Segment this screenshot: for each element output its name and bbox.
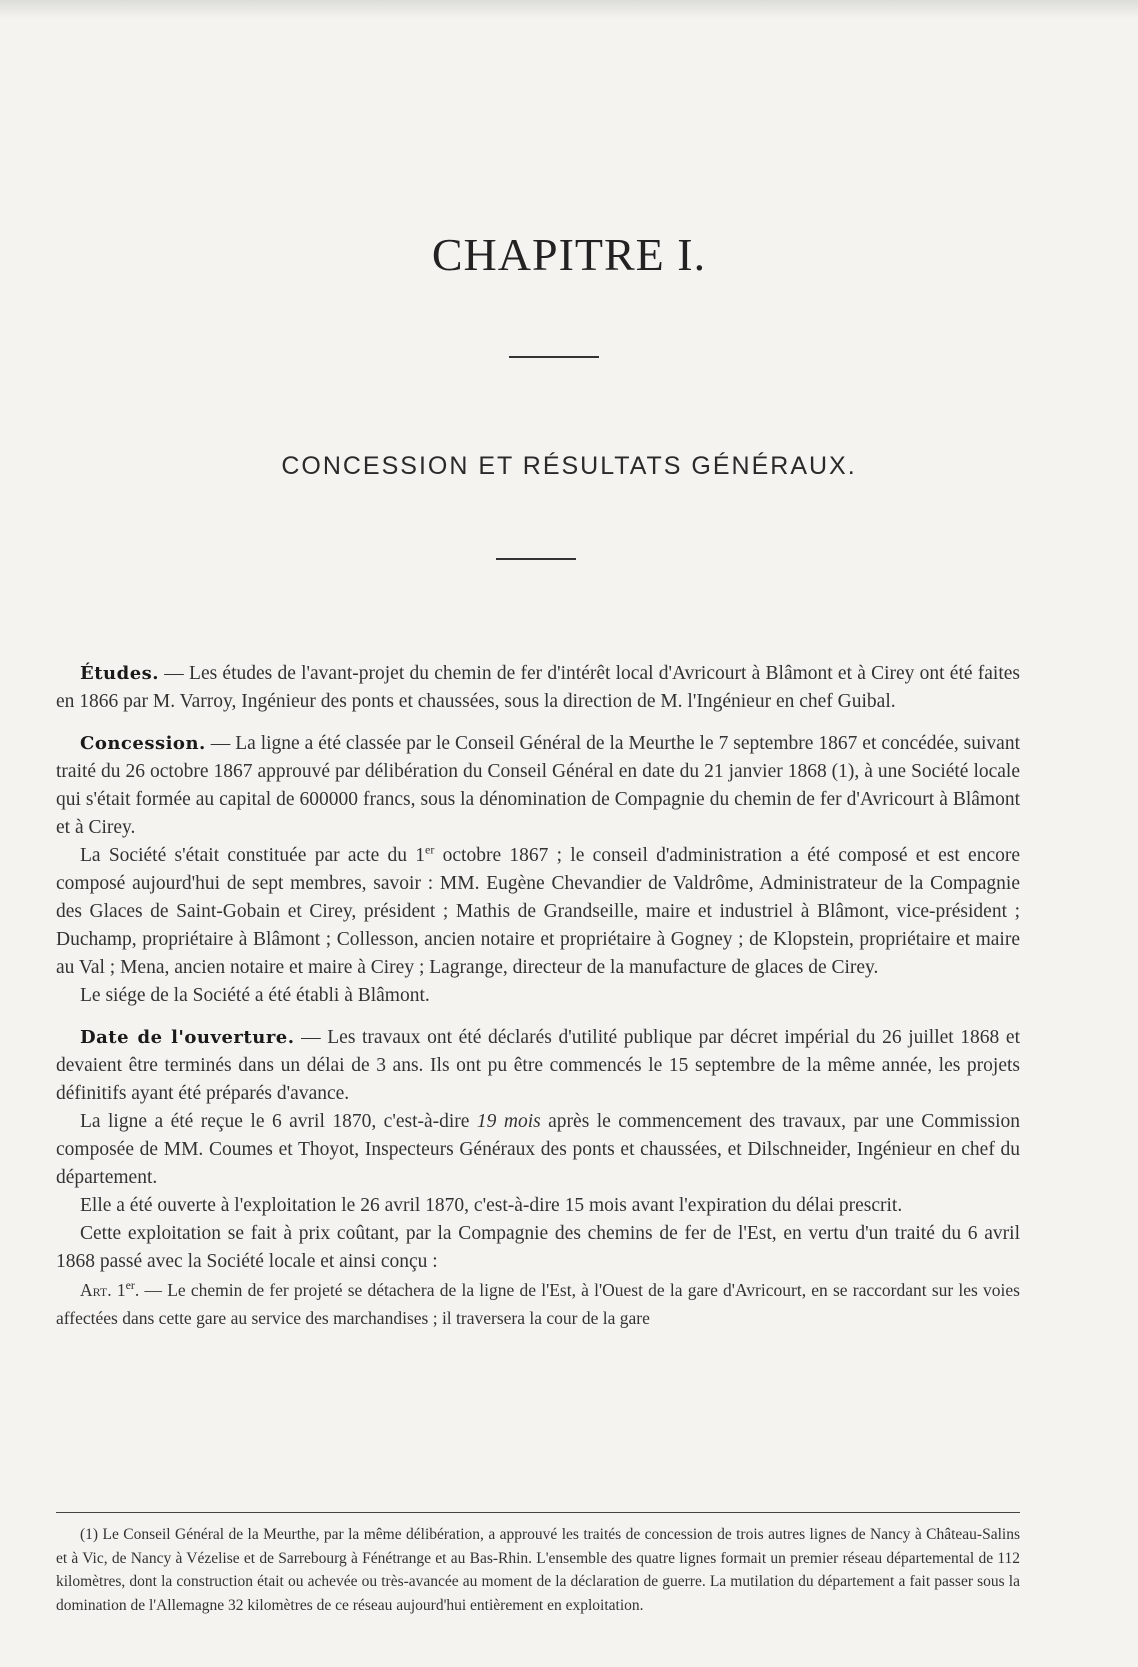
concession-text: — La ligne a été classée par le Conseil Général de la Meurthe le 7 septembre 1867 et concédée, suivant traité du 26 octobre 1867 approuvé par délibération du Conseil Général en date du 21 janvier 1868 (1), à une Société locale qui s'était formée au capital de 600000 francs, sous la dénomination de Compagnie du chemin de fer d'Avricourt à Blâmont et à Cirey. — [56, 733, 1020, 838]
reception-text-a: La ligne a été reçue le 6 avril 1870, c'est-à-dire — [80, 1111, 477, 1132]
reception-text-b: après le commencement des travaux, par une Commission composée de MM. Coumes et Thoyot, Inspecteurs Généraux des ponts et chaussées, et Dilschneider, Ingénieur en chef du département. — [56, 1111, 1020, 1188]
rubric-ouverture: Date de l'ouverture. — [80, 1027, 295, 1048]
etudes-text: — Les études de l'avant-projet du chemin de fer d'intérêt local d'Avricourt à Blâmont et à Cirey ont été faites en 1866 par M. Varroy, Ingénieur des ponts et chaussées, sous la direction de M. l'Ingénieur en chef Guibal. — [56, 663, 1020, 712]
paragraph-siege: Le siége de la Société a été établi à Blâmont. — [80, 985, 430, 1006]
scan-edge-shadow — [0, 0, 1138, 18]
article-1 — [56, 1276, 1020, 1332]
paragraph-reception — [56, 1108, 1020, 1192]
superscript-er: er — [425, 842, 435, 857]
paragraph-exploitation-traite: Cette exploitation se fait à prix coûtant, par la Compagnie des chemins de fer de l'Est, en vertu d'un traité du 6 avril 1868 passé avec la Société locale et ainsi conçu : — [56, 1223, 1020, 1272]
rubric-concession: Concession. — [80, 733, 206, 754]
paragraph-etudes — [56, 660, 1020, 716]
article-label: Art. 1 — [80, 1280, 126, 1300]
rubric-etudes: Études. — [80, 663, 160, 684]
section-divider — [496, 558, 576, 560]
chapter-title: CHAPITRE I. — [431, 229, 707, 280]
body-text — [56, 660, 1020, 1332]
paragraph-exploitation-date: Elle a été ouverte à l'exploitation le 26 avril 1870, c'est-à-dire 15 mois avant l'expiration du délai prescrit. — [80, 1195, 903, 1216]
title-divider — [509, 356, 599, 358]
reception-italic: 19 mois — [476, 1111, 541, 1132]
article-superscript: er — [125, 1278, 135, 1293]
societe-text-b: octobre 1867 ; le conseil d'administration a été composé et est encore composé aujourd'hui de sept membres, savoir : MM. Eugène Chevandier de Valdrôme, Administrateur de la Compagnie des Glaces de Saint-Gobain et Cirey, président ; Mathis de Grandseille, maire et industriel à Blâmont, vice-président ; Duchamp, propriétaire à Blâmont ; Collesson, ancien notaire et propriétaire à Gogney ; de Klopstein, propriétaire et maire au Val ; Mena, ancien notaire et maire à Cirey ; Lagrange, directeur de la manufacture de glaces de Cirey. — [56, 845, 1020, 978]
paragraph-societe — [56, 842, 1020, 982]
paragraph-concession — [56, 730, 1020, 842]
paragraph-ouverture — [56, 1024, 1020, 1108]
footnote-divider — [56, 1512, 1020, 1513]
footnote: (1) Le Conseil Général de la Meurthe, par la même délibération, a approuvé les traités de concession de trois autres lignes de Nancy à Château-Salins et à Vic, de Nancy à Vézelise et de Sarrebourg à Fénétrange et au Bas-Rhin. L'ensemble des quatre lignes formait un premier réseau départemental de 112 kilomètres, dont la construction était ou achevée ou très-avancée au moment de la déclaration de guerre. La mutilation du département a fait passer sous la domination de l'Allemagne 32 kilomètres de ce réseau aujourd'hui entièrement en exploitation. — [56, 1526, 1020, 1614]
societe-text-a: La Société s'était constituée par acte du 1 — [80, 845, 426, 866]
section-title: CONCESSION ET RÉSULTATS GÉNÉRAUX. — [281, 452, 857, 480]
ouverture-text: — Les travaux ont été déclarés d'utilité publique par décret impérial du 26 juillet 1868 et devaient être terminés dans un délai de 3 ans. Ils ont pu être commencés le 15 septembre de la même année, les projets définitifs ayant été préparés d'avance. — [56, 1027, 1020, 1104]
article-text: . — Le chemin de fer projeté se détachera de la ligne de l'Est, à l'Ouest de la gare d'Avricourt, en se raccordant sur les voies affectées dans cette gare au service des marchandises ; il traversera la cour de la gare — [56, 1280, 1020, 1328]
